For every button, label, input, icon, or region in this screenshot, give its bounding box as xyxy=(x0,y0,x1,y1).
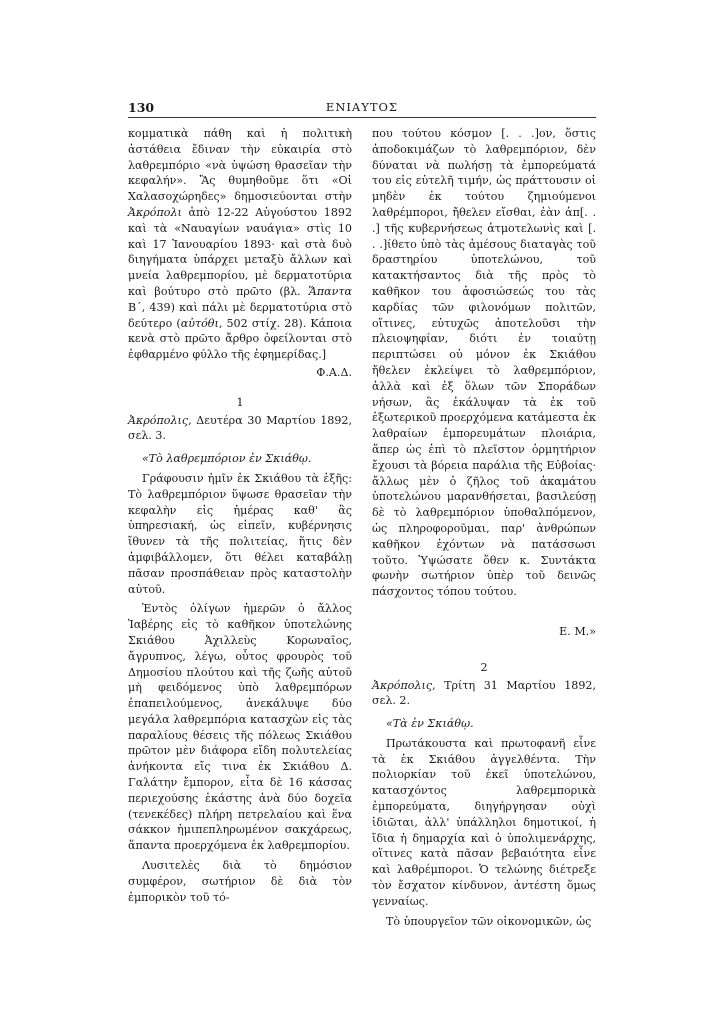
text-run: , 502 στίχ. 28). Κάποια κενὰ στὸ πρῶτο ἄρθρο ὀφείλονται στὸ ἐφθαρμένο φύλλο τῆς ἐφημερίδας.] xyxy=(128,316,352,362)
page-header xyxy=(128,100,596,118)
header-rule xyxy=(128,117,596,118)
document-number: 1 xyxy=(236,395,244,409)
paragraph: Γράφουσιν ἡμῖν ἐκ Σκιάθου τὰ ἑξῆς: Τὸ λαθρεμπόριον ὕψωσε θρασεῖαν τὴν κεφαλὴν εἰς ἡμέρας καθ' ἃς ὑπηρεσιακή, ὡς εἰπεῖν, κυβέρνησις ἴθυνεν τὰ τῆς πολιτείας, ἥτις δὲν ἀμφιβάλλομεν, ὅτι θέλει καταβάλῃ πᾶσαν προσπάθειαν πρὸς καταστολὴν αὐτοῦ. xyxy=(128,471,352,596)
paragraph: που τούτου κόσμον [. . .]ον, ὅστις ἀποδοκιμάζων τὸ λαθρεμπόριον, δὲν δύναται νὰ πωλήσῃ τὰ ἐμπορεύματά του εἰς εὐτελῆ τιμήν, ὡς πράττουσιν οἱ μηδὲν ἐκ τούτου ζημιούμενοι λαθρέμποροι, ἤθελεν εἴσθαι, ἐὰν ἀπ[. . .] τῆς κυβερνήσεως ἀτμοτελωνὶς καὶ [. . .]ίθετο ὑπὸ τὰς ἀμέσους διαταγὰς τοῦ δραστηρίου ὑποτελώνου, τοῦ κατακτήσαντος διὰ τῆς πρὸς τὸ καθῆκον του ἀφοσιώσεώς του τὰς καρδίας τῶν φιλονόμων πολιτῶν, οἵτινες, εὐτυχῶς ἀποτελοῦσι τὴν πλειοψηφίαν, διότι ἐν τοιαύτῃ περιπτώσει οὐ μόνον ἐκ Σκιάθου ἤθελεν ἐκλείψει τὸ λαθρεμπόριον, ἀλλὰ καὶ ἐξ ὅλων τῶν Σποράδων νήσων, ἃς ἐκάλυψαν τὰ ἐκ τοῦ ἐξωτερικοῦ προερχόμενα κατάμεστα ἐκ λαθραίων ἐμπορευμάτων πλοιάρια, ἅπερ ὡς ἐπὶ τὸ πλεῖστον ὁρμητήριον ἔχουσι τὰ βόρεια παράλια τῆς Εὐβοίας· ἄλλως μὲν ὁ ζῆλος τοῦ ἀκαμάτου ὑποτελώνου μαρανθήσεται, βασιλεύσῃ δὲ τὸ λαθρεμπόριον ὑποθαλπόμενον, ὡς πληροφοροῦμαι, παρ' ἀνθρώπων καθῆκον ἐχόντων νὰ πατάσσωσι τοῦτο. Ὑψώσατε ὅθεν κ. Συντάκτα φωνὴν σωτήριον ὑπὲρ τοῦ δεινῶς πάσχοντος τόπου τούτου. xyxy=(372,127,596,599)
text-run: κομματικὰ πάθη καὶ ἡ πολιτικὴ ἀστάθεια ἔδιναν τὴν εὐκαιρία στὸ λαθρεμπόριο «νὰ ὑψώση θρασεῖαν τὴν κεφαλήν». Ἂς θυμηθοῦμε ὅτι «Οἱ Χαλασοχώρηδες» δημοσιεύονται στὴν xyxy=(128,127,352,204)
text-run: ἀπὸ 12-22 Αὐγούστου 1892 καὶ τὰ «Ναυαγίων ναυάγια» στὶς 10 καὶ 17 Ἰανουαρίου 1893· καὶ στὰ δυὸ διηγήματα ὑπάρχει μεταξὺ ἄλλων καὶ μνεία λαθρεμπορίου, μὲ δερματοτύρια καὶ βούτυρο στὸ πρῶτο (βλ. xyxy=(128,205,352,298)
italic-title: αὐτόθι xyxy=(180,316,219,330)
italic-title: Ἅπαντα xyxy=(308,284,352,298)
signature: Φ.Α.Δ. xyxy=(316,365,352,379)
paragraph: Ἐντὸς ὀλίγων ἡμερῶν ὁ ἄλλος Ἰαβέρης εἰς τὸ καθῆκον ὑποτελώνης Σκιάθου Ἀχιλλεὺς Κορωναῖος, ἄγρυπνος, λέγω, οὗτος φρουρὸς τοῦ Δημοσίου πλούτου καὶ τῆς ζωῆς αὐτοῦ μὴ φειδόμενος ὑπὸ λαθρεμπόρων ἐπαπειλούμενος, ἀνεκάλυψε δύο μεγάλα λαθρεμπόρια κατασχὼν εἰς τὰς παραλίους θέσεις τῆς πόλεως Σκιάθου πρῶτον μὲν διάφορα εἴδη πολυτελείας ἀνήκοντα εἴς τινα ἐκ Σκιάθου Δ. Γαλάτην ἔμπορον, εἶτα δὲ 16 κάσσας περιεχούσης ἑκάστης ἀνὰ δύο δοχεῖα (τενεκέδες) πλήρη πετρελαίου καὶ ἕνα σάκκον ἡμιπεπληρωμένον σακχάρεως, ἅπαντα προερχόμενα ἐκ λαθρεμπορίου. xyxy=(128,602,352,853)
paragraph: Λυσιτελὲς διὰ τὸ δημόσιον συμφέρον, σωτήριον δὲ διὰ τὸν ἐμπορικὸν τοῦ τό- xyxy=(128,859,352,904)
newspaper-name: Ἀκρόπολις xyxy=(128,413,189,427)
left-column xyxy=(128,126,352,905)
text-run: Β΄, 439) καὶ πάλι μὲ δερματοτύρια στὸ δεύτερο ( xyxy=(128,300,352,330)
paragraph: Τὸ ὑπουργεῖον τῶν οἰκονομικῶν, ὡς xyxy=(386,914,592,928)
italic-title: Ἀκρόπολι xyxy=(128,205,182,219)
citation-details: , Τρίτη 31 Μαρτίου 1892, σελ. 2. xyxy=(372,678,596,708)
article-title: «Τὰ ἐν Σκιάθῳ. xyxy=(386,717,474,731)
paragraph: Πρωτάκουστα καὶ πρωτοφανῆ εἶνε τὰ ἐκ Σκιάθου ἀγγελθέντα. Τὴν πολιορκίαν τοῦ ἐκεῖ ὑποτελώνου, κατασχόντος λαθρεμπορικὰ ἐμπορεύματα, διηγήργησαν οὐχὶ ἰδιῶται, ἀλλ' ὑπάλληλοι δημοτικοί, ἡ ἴδια ἡ δημαρχία καὶ ὁ ὑπολιμενάρχης, οἵτινες κατὰ πᾶσαν βεβαιότητα εἶνε καὶ λαθρέμποροι. Ὁ τελώνης διέτρεξε τὸν ἔσχατον κίνδυνον, ἀντέστη ὅμως γενναίως. xyxy=(372,736,596,908)
source-citation xyxy=(372,678,596,710)
source-citation xyxy=(128,413,352,445)
page-number: 130 xyxy=(128,100,155,115)
document-number: 2 xyxy=(480,660,488,674)
intro-paragraph xyxy=(128,126,352,363)
newspaper-name: Ἀκρόπολις xyxy=(372,678,433,692)
right-column xyxy=(372,126,596,929)
citation-details: , Δευτέρα 30 Μαρτίου 1892, σελ. 3. xyxy=(128,413,352,443)
signature: Ε. Μ.» xyxy=(559,624,596,638)
article-title: «Τὸ λαθρεμπόριον ἐν Σκιάθῳ. xyxy=(142,452,312,466)
running-title: ΕΝΙΑΥΤΟΣ xyxy=(325,100,399,114)
